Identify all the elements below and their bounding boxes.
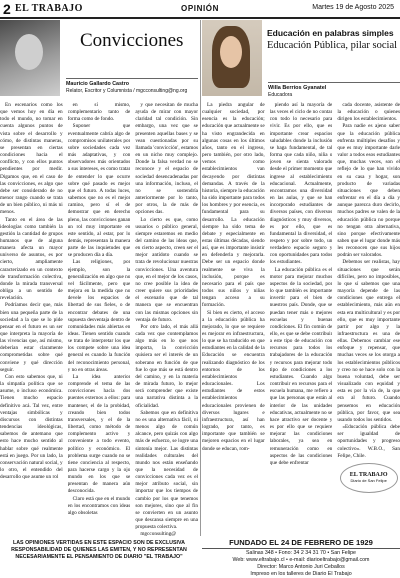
paragraph: mgcconsulting@ bbox=[140, 531, 177, 536]
printed-line: Impreso en los talleres de Diario El Trabajo bbox=[250, 571, 352, 577]
author-photo bbox=[202, 20, 262, 96]
text-column bbox=[135, 102, 198, 536]
logo-name: EL TRABAJO bbox=[349, 472, 388, 479]
paragraph: Suponer que eventualmente cabría algo de compromisos unilaterales por sobre sociedades cada vez más adaptativas, y con observadores más orientados a sus intereses, es como tratar de entender lo que ocurre sobre qué pasado es mejor que el futuro. A todas luces, sabemos que no es el mejor camino, pero sí el de demostrar que en derecho pleno, las convicciones ganan un rol muy importante en este sentido, al estar, por lo demás, representan la manera parte de las inquietudes que se producen día a día. bbox=[67, 123, 131, 259]
paragraph: y que necesitan de mucha ayuda de mirar con mayor claridad tal condición. Sin embargo, una vez que se presenten aquellas bases y se vean cuestionadas por su llamada 'convicción', estamos en un nicho muy complejo. Donde la falsa verdad no se reconoce y el espacio de sociedad desencadenadas por una información, incluso, el no se sostendría anteriormente por lo tanto, por otros, la de más de opciones das. bbox=[135, 102, 199, 216]
paragraph: Sabemos que en definitiva no es una alternativa fácil, ni menos algo de común alcance, pero quizás con algo más de esfuerzo, se logre una sintonía mejor. Las distintas realidades culturales del mundo nos están enseñando que la necesidad de convicciones cada vez es el mejor atributo social, sin importar que los tiempos de cambio por los que tenemos son mejores, sino que al fin se convierten en un asunto que descansa siempre en una propuesta colectiva. bbox=[135, 409, 199, 531]
left-article bbox=[0, 20, 198, 536]
text-column bbox=[68, 102, 131, 536]
text-column bbox=[202, 102, 265, 536]
paragraph: Por otro lado, el más allá cada vez que contemplamos algo más en lo que nos importa, la convicción quisiera ser el interés de un soberano en función de que fue lo que más se está dentro del camino, y en la materia de mirada futuro, lo mejor será comprender que existe una narrativa distinta a la oficialidad. bbox=[135, 323, 199, 409]
paragraph: Si bien es cierto, el acceso a la educación pública ha mejorado, lo que se requiere es mejorar en infraestructura, lo que se ha traducido en que estudiantes en la calidad de la Educación se encuentra realizando diagnóstico de los entornos de los establecimientos educacionales. Los estudiantes de estos establecimientos educacionales provienen de diversos lugares e infraestructura, así han logrado, por tanto, es importante que también se mejoren espacios en el lugar donde se educan, rom- bbox=[202, 309, 265, 452]
paragraph: Para nadie es ajeno saber que la educación pública enfrenta múltiples desafíos y que es muy importante darle valor a todos esos estudiantes que, muchas veces, son el reflejo de lo que han vivido en su casa y hogar, son producto de variadas situaciones que deben enfrentar en el día a día y aunque parezca duro decirlo, muchos padres se valen de la educación pública no porque no tengan otra alternativa, sino porque efectivamente saben que el lugar donde más les reconocen que sus hijos podrán ser valorados. bbox=[337, 123, 400, 259]
disclaimer-line: LAS OPINIONES VERTIDAS EN ESTE ESPACIO SON DE EXCLUSIVA bbox=[13, 540, 185, 546]
text-column bbox=[0, 102, 63, 536]
article-subtitle: Educación Pública, pilar social bbox=[267, 40, 398, 51]
paragraph: Debemos ser realistas, hay situaciones que serán difíciles, pero no imposibles, lo que sí sabemos que una mayoría depende de las condiciones que entrega el establecimiento, más aún en esta era multicultural y es por ello, que es muy importante partir por algo y la infraestructura es una de ellas. Debemos cambiar ese enfoque y repensar, que muchas veces se los otorga a los establecimientos públicos y creo no se hace solo con la buena voluntad, debe ser visualizado con equidad y esta es por la vía de, la que era al futuro. Cuando pensemos en educación pública, por favor, que sea usando todos los sentidos. bbox=[337, 259, 400, 423]
article-title: Convicciones bbox=[80, 30, 184, 51]
director-line: Director: Marco Antonio Juri Ceballos bbox=[257, 564, 345, 570]
section-title: OPINIÓN bbox=[181, 4, 219, 13]
paragraph: piendo así la mayoría de las veces el ciclo de no contar con todo lo necesario para vivir. Es por ello, que es importante crear espacios saludables donde la inclusión se haga fundamental, de tal forma que cada niño, niña o joven se sienta valorado desde el primer momento que ingrese al establecimiento educacional. Actualmente, encontramos una diversidad en las aulas, y que se han incorporado estudiantes de diversos países, con diversos diagnósticos y muy diversos, es por ello, que es fundamental la diversidad, el respeto y por sobre todo, un verdadero espacio seguro y con oportunidades para todos los estudiantes. bbox=[269, 102, 333, 266]
header-rule bbox=[0, 17, 400, 19]
article-body bbox=[0, 102, 198, 536]
page-header bbox=[0, 0, 400, 18]
web-line: Web: www.eltrabajo.cl • e-mail: diarioeltrabajo@gmail.com bbox=[232, 557, 370, 563]
paragraph: cada docente, asistente de la educación o quienes dirigen los establecimientos. bbox=[337, 102, 400, 123]
author-name: Willa Berríos Gyanatel bbox=[268, 85, 327, 91]
article-title: Educación en palabras simples bbox=[267, 28, 394, 38]
column-divider bbox=[200, 20, 201, 536]
paragraph: Lo cierto es que, como usuarios o público general, siempre estaremos en medio del camino de las ideas que, en cierto aspecto, creen ser el mejor antídoto cuando se trata de revolucionar nuestras convicciones. Una aventura que, en el mejor de los casos, no cree posible la idea de creer quiere sus prioridades el escenario que de tal manera que se encuentran con las mismas opciones sin ventaja de futuro. bbox=[135, 216, 199, 323]
paragraph: La educación pública es el motor para mejorar muchos aspectos de la sociedad, por lo que también es importante invertir para el bien de nuestros país. Donde, que se puedan tener más o mejores escuelas y buenas condiciones. El fin común de ello, es que se debe contribuir a este tipo de educación con recursos para todos los trabajadores de la educación y recursos para mejorar todo tipo de condiciones a los estudiantes. Cuando algo contribuir en recursos para el escuela humana, me refiero a que las personas que están al interior de las unidades educativas, actualmente no se hace atractivo ser docente y es por ello que se requiere mejorar las condiciones laborales, ya sea en remuneración como en aspectos de las condiciones que debe enfrentar bbox=[269, 266, 333, 466]
disclaimer-line: NECESARIAMENTE EL PENSAMIENTO DE DIARIO "EL TRABAJO" bbox=[15, 554, 183, 560]
disclaimer-line: RESPONSABILIDAD DE QUIENES LAS EMITEN, Y NO REPRESENTAN bbox=[11, 547, 187, 553]
newspaper-logo bbox=[340, 463, 398, 493]
paragraph: Con esto sabemos que, ni la simpatía política que se asume, o incluso económica. Tienen mucho espacio definitivo acá. Tal vez, entre ventajas simbólicas y discursos con distintas tendencias ideológicas, sabemos de antemano que esto hace mucho sentido al hablar sobre qué realmente está en juego. Por un lado, la conservación natural social, y lo otro, el entendido del desarrollo que asume un rol bbox=[0, 373, 63, 481]
paragraph: «Educación pública debe ser igualdad de oportunidades y progreso colectivo». W.B.O., San Felipe, Chile. bbox=[337, 424, 400, 459]
founded-line: FUNDADO EL 24 DE FEBRERO DE 1929 bbox=[202, 538, 400, 549]
paragraph: En escenarios como los que vemos hoy en día en todo el mundo, no tomar en cuenta algunos puntos de vista sobre el desarrollo y cómo, de distintas maneras, se presentan en ciertas condiciones hacia el conflicto, y con ellos puntos pendientes por medir. Digamos que, en el caso de las convicciones, es algo que debe ser considerado de no menor rango cuando se trata de un bien público, ni más ni menos. bbox=[0, 102, 63, 216]
right-article bbox=[202, 20, 400, 536]
author-name: Mauricio Gallardo Castro bbox=[66, 81, 129, 87]
paragraph: La idea anterior comprende el tema de las convicciones hacia dos puentes externos a ellos: para mantener, el de la probidad, creando bien todos transversales, y el de la libertad, como método de complemento activo y conveniente a todo evento, político y económico. El problema surge cuando no se tiene conciencia al respecto, para hacerse cargo y la ojo mundo en los que se presentan de manera aún desconocida. bbox=[67, 373, 131, 495]
page-number: 2 bbox=[3, 1, 11, 17]
disclaimer bbox=[0, 540, 198, 561]
issue-date: Martes 19 de Agosto 2025 bbox=[312, 4, 394, 11]
footer bbox=[202, 538, 400, 578]
author-photo bbox=[0, 20, 60, 96]
byline bbox=[66, 78, 198, 94]
author-role: Educadora bbox=[268, 92, 293, 98]
paragraph: Las religiones, por ejemplo, son la generalización en algo que no vel fácilmente, pero que mejora en la medida que no devele los espacios de libertad de sus fieles, o de encontrar debates de una supuesta desventaja dentro de comunidades más abiertas en ideas. Tienen sentido cuando se trata de interpretar los que los compete sobre una idea general es cuando la función del reconocimiento personal, y no en otras áreas. bbox=[67, 259, 131, 373]
author-role: Relator, Escritor y Columnista / mgcconsulting@ng.org bbox=[66, 88, 188, 94]
paragraph: Tanto en el área de las ideologías como también la gestión la cantidad de grupos humanos que de alguna manera afecta un mayor universo de asuntos, es por cierto, ampliamente caracterizado en un contexto de transformación colectiva, donde la mirada transversal obliga a un sentido de revelación. bbox=[0, 216, 63, 302]
masthead: EL TRABAJO bbox=[15, 3, 83, 14]
paragraph: La piedra angular de cualquier sociedad, por esencia es la educación; educación que actualmente se ha visto engrandecida en algunas cosas en los últimos años, tanto en el ingreso, pero también, por otro lado, vemos como establecimientos van decayendo por distintas demandas. A través de la historia, siempre la educación ha sido importante para todos los hombres y por esencia, es fundamental para su desarrollo. La educación siempre ha sido tema de debate y especialmente en estas últimas décadas, siendo así, que es importante insistir en defenderla y mejorarla. Debe ser un espacio donde realmente se viva la inclusión, porque es necesario para el país que todos sus niños y niñas tengan acceso a su formación. bbox=[202, 102, 265, 309]
paragraph: Podríamos decir que, más bien una pequeña parte de la sociedad a la que se lo pide pensar en el futuro es un ser que interpreta la mayoría de las vivencias que, así mismo, deberían estar claramente comprometidas sobre qué conviene y qué dirección seguir. bbox=[0, 302, 63, 373]
byline bbox=[268, 82, 400, 98]
text-column bbox=[337, 102, 400, 536]
logo-tagline: Diario de San Felipe bbox=[350, 478, 387, 484]
text-column bbox=[270, 102, 333, 536]
paragraph: en sí mismo, complementario tanto de forma como de fondo. bbox=[67, 102, 131, 123]
article-body bbox=[202, 102, 400, 536]
paragraph: Claro está que en el mundo en los encontramos con ideas algo obsoletas bbox=[67, 495, 131, 516]
contact-line: Salinas 348 • Fono: 34 2 34 31 70 • San Felipe bbox=[245, 550, 357, 556]
